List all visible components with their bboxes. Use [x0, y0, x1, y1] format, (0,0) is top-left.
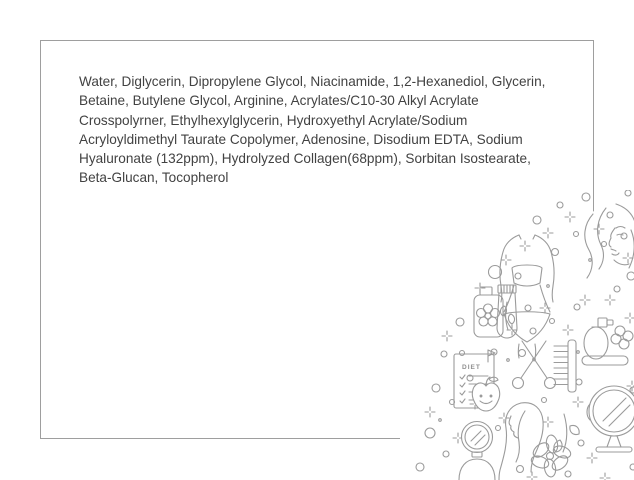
ingredients-text	[79, 72, 545, 188]
beauty-pattern-illustration	[400, 190, 634, 480]
ingredients-line: Acryloyldimethyl Taurate Copolymer, Adenosine, Disodium EDTA, Sodium	[79, 131, 523, 147]
ingredients-line: Beta-Glucan, Tocopherol	[79, 170, 229, 186]
ingredients-line: Betaine, Butylene Glycol, Arginine, Acrylates/C10-30 Alkyl Acrylate	[79, 93, 479, 109]
diet-label: DIET	[462, 364, 481, 371]
ingredients-line: Hyaluronate (132ppm), Hydrolyzed Collagen(68ppm), Sorbitan Isostearate,	[79, 151, 531, 167]
ingredients-line: Water, Diglycerin, Dipropylene Glycol, Niacinamide, 1,2-Hexanediol, Glycerin,	[79, 74, 546, 89]
ingredients-line: Crosspolyrner, Ethylhexylglycerin, Hydroxyethyl Acrylate/Sodium	[79, 112, 468, 128]
